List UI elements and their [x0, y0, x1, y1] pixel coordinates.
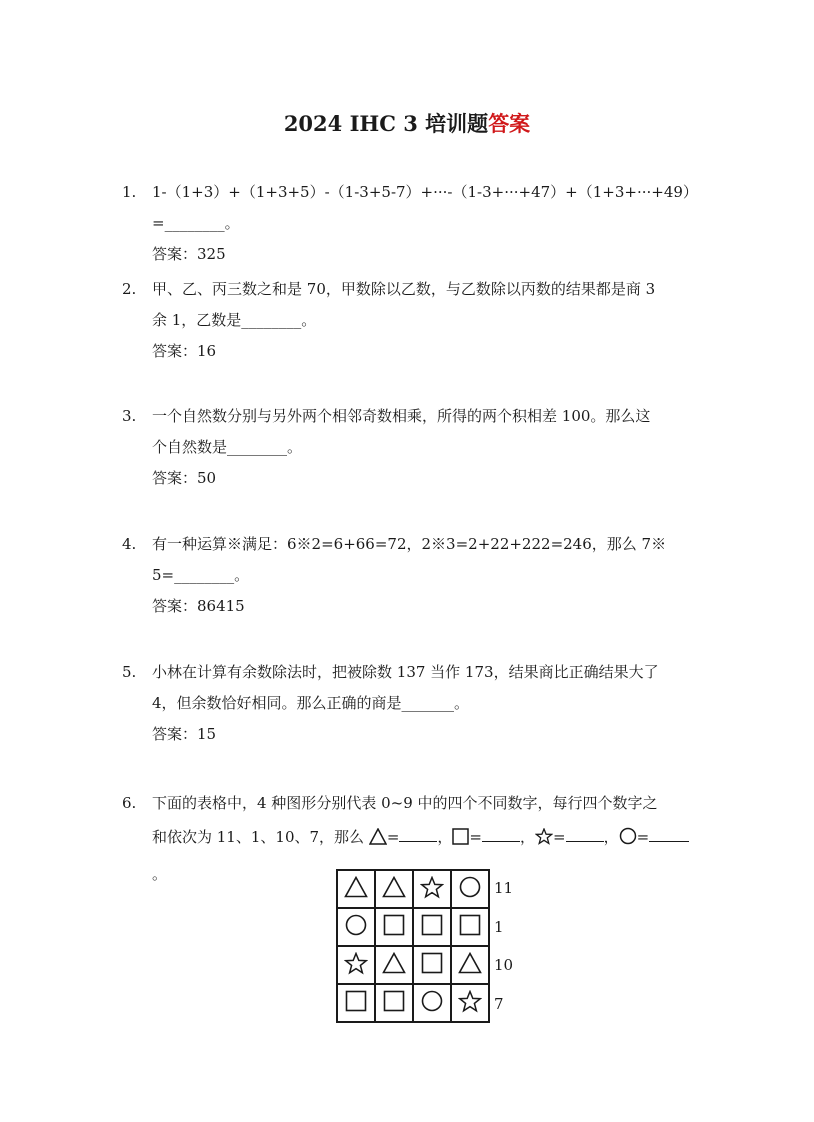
grid-cell: [413, 984, 451, 1022]
answer-blank: [649, 824, 689, 842]
square-icon: [345, 997, 367, 1016]
question-text: 4，但余数恰好相同。那么正确的商是_______。: [152, 694, 470, 712]
question-text: 5=________。: [152, 566, 250, 584]
triangle-icon: [344, 883, 368, 902]
question-3: [122, 401, 702, 494]
grid-cell: [451, 984, 489, 1022]
question-number: 1.: [122, 183, 137, 201]
title-main: 2024 IHC 3 培训题: [283, 111, 489, 136]
grid-cell: [337, 984, 375, 1022]
title-highlight: 答案: [488, 111, 531, 136]
triangle-icon: [369, 823, 387, 857]
triangle-icon: [382, 883, 406, 902]
square-icon: [459, 921, 481, 940]
row-sum: 11: [494, 879, 514, 897]
row-sum: 10: [494, 956, 514, 974]
separator: ，: [519, 828, 535, 846]
square-icon: [383, 921, 405, 940]
equals-sign: =: [386, 828, 400, 846]
period: 。: [152, 865, 168, 883]
grid-cell: [375, 870, 413, 908]
circle-icon: [421, 997, 443, 1016]
star-icon: [344, 960, 368, 979]
question-1: [122, 177, 702, 270]
grid-cell: [451, 908, 489, 946]
square-icon: [421, 921, 443, 940]
star-icon: [420, 884, 444, 903]
circle-icon: [619, 823, 637, 857]
answer-text: 答案：325: [152, 245, 226, 263]
grid-cell: [451, 946, 489, 984]
equals-sign: =: [469, 828, 482, 846]
grid-cell: [337, 946, 375, 984]
grid-cell: [375, 946, 413, 984]
question-number: 3.: [122, 407, 137, 425]
question-text: 小林在计算有余数除法时，把被除数 137 当作 173，结果商比正确结果大了: [152, 663, 659, 681]
star-icon: [535, 823, 553, 857]
question-text: 甲、乙、丙三数之和是 70，甲数除以乙数，与乙数除以丙数的结果都是商 3: [152, 280, 656, 298]
shape-grid: [336, 869, 490, 1023]
grid-cell: [451, 870, 489, 908]
answer-text: 答案：15: [152, 725, 217, 743]
grid-cell: [337, 870, 375, 908]
row-sum: 7: [494, 994, 504, 1013]
question-4: [122, 529, 702, 622]
question-number: 5.: [122, 663, 137, 681]
grid-row: [337, 946, 489, 984]
triangle-icon: [458, 959, 482, 978]
grid-row: [337, 908, 489, 946]
page-title: [0, 108, 814, 138]
question-number: 4.: [122, 535, 137, 553]
question-number: 6.: [122, 794, 137, 812]
answer-blank: [566, 824, 604, 842]
circle-icon: [459, 883, 481, 902]
question-number: 2.: [122, 280, 137, 298]
grid-cell: [413, 946, 451, 984]
square-icon: [452, 823, 469, 857]
row-sum: 1: [494, 917, 504, 936]
answer-blank: [482, 824, 520, 842]
question-text: 一个自然数分别与另外两个相邻奇数相乘，所得的两个积相差 100。那么这: [152, 407, 651, 425]
question-5: [122, 657, 702, 750]
question-text: 个自然数是________。: [152, 438, 303, 456]
answer-text: 答案：50: [152, 469, 217, 487]
grid-cell: [375, 908, 413, 946]
separator: ，: [603, 828, 619, 846]
question-2: [122, 274, 702, 367]
question-text: 下面的表格中，4 种图形分别代表 0~9 中的四个不同数字，每行四个数字之: [152, 794, 658, 812]
grid-cell: [375, 984, 413, 1022]
question-text: 1-（1+3）+（1+3+5）-（1-3+5-7）+···-（1-3+···+47）+（1+3+···+49）=________。: [152, 183, 698, 232]
square-icon: [383, 997, 405, 1016]
triangle-icon: [382, 959, 406, 978]
separator: ，: [437, 828, 453, 846]
star-icon: [458, 998, 482, 1017]
answer-text: 答案：16: [152, 342, 217, 360]
question-text: 余 1，乙数是________。: [152, 311, 317, 329]
equals-sign: =: [636, 828, 650, 846]
question-text: 有一种运算※满足：6※2=6+66=72，2※3=2+22+222=246，那么 7※: [152, 535, 667, 553]
grid-cell: [413, 908, 451, 946]
circle-icon: [345, 921, 367, 940]
grid-row: [337, 870, 489, 908]
answer-blank: [399, 824, 437, 842]
answer-text: 答案：86415: [152, 597, 245, 615]
equals-sign: =: [553, 828, 566, 846]
grid-row: [337, 984, 489, 1022]
grid-cell: [337, 908, 375, 946]
square-icon: [421, 959, 443, 978]
question-text: 和依次为 11、1、10、7，那么: [152, 828, 365, 846]
grid-cell: [413, 870, 451, 908]
